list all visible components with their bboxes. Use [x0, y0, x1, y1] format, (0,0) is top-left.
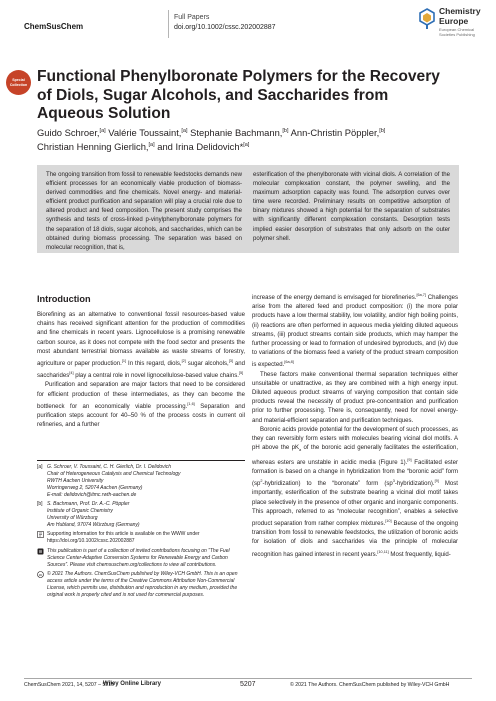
text-run: -hybridization).	[394, 481, 435, 488]
abstract-column-2: esterification of the phenylboronate with vicinal diols. A correlation of the molecular complexation constant, the polymer swelling, and the maximum adsorption capacity was found. The adsorption curves over time were recorded. Preliminary results on competitive adsorption of binary mixtures showed a high potential for the separation of substrates with significantly different complexation constants. Desorption tests implied easier desorption of substrates that only adsorb on the outer polymer shell.	[253, 172, 450, 242]
affiliation-a	[37, 464, 245, 500]
special-collection-badge[interactable]	[6, 70, 31, 95]
affiliation-tag: [b]	[37, 501, 43, 507]
citation-ref[interactable]: [9]	[434, 479, 439, 484]
logo-line2: Europe	[439, 16, 469, 26]
section-heading-introduction: Introduction	[37, 294, 91, 304]
article-type: Full Papers	[174, 14, 210, 21]
author-name: and Irina Delidovich*	[154, 141, 244, 153]
license-note[interactable]	[37, 571, 245, 607]
footnote-divider	[37, 460, 245, 461]
text-run: of the boronic acid generally facilitates the esterification, whereas esters are unstable in acidic media (Figure 1).	[252, 445, 458, 466]
affiliation-tag: [a]	[37, 464, 43, 470]
citation-ref[interactable]: [2]	[181, 359, 186, 364]
text-run: In this regard, diols,	[126, 361, 182, 368]
citation-ref[interactable]: [9]	[407, 457, 412, 462]
license-text: © 2021 The Authors. ChemSusChem published by Wiley-VCH GmbH. This is an open access article under the terms of the Creative Commons Attribution Non-Commercial License, which permits use, distribution and reproduction in any medium, provided the original work is properly cited and is not used for commercial purposes.	[47, 571, 238, 598]
citation-ref[interactable]: [10,11]	[377, 549, 389, 554]
citation-ref[interactable]: [6a,7]	[416, 293, 426, 297]
text-run: increase of the energy demand is envisaged for biorefineries.	[252, 295, 417, 302]
footer-divider	[24, 678, 472, 679]
publisher-logo[interactable]	[418, 6, 490, 38]
affiliation-marker: [a]	[181, 128, 188, 134]
paragraph: These factors make conventional thermal separation techniques either unsuitable or unattractive, as they are combined with a high energy input. Diluted aqueous product streams of varying composition that contain side products reveal the necessity of product pre-concentration and purification prior to further processing. There is, consequently, need for novel energy- and material-efficient separation and purification techniques.	[252, 371, 458, 424]
affiliation-text: S. Bachmann, Prof. Dr. A.-C. Pöppler Institute of Organic Chemistry University of Würzburg Am Hubland, 97074 Würzburg (Germany)	[47, 501, 140, 528]
affiliation-marker: [b]	[379, 128, 386, 134]
page-number: 5207	[240, 681, 256, 688]
collection-text: This publication is part of a collection of invited contributions focusing on “The Fuel Science Center-Adaptive Conversion Systems for Renewable Energy and Carbon Sources”. Please visit chemsuschem.org/collections to view all contributions.	[47, 548, 230, 568]
wiley-online-library-link[interactable]: Wiley Online Library	[103, 681, 161, 687]
citation-ref[interactable]: [5]	[238, 371, 244, 376]
abstract-column-1: The ongoing transition from fossil to renewable feedstocks demands new efficient processes for an economically viable production of biomass-derived commodities and fine chemicals. Novel energy- and material-efficient product purification and separation will play a crucial role due to altered product and feed composition. The present study comprises the synthesis and tests of cross-linked p-vinylphenylboronate polymers for the separation of 18 diols, sugar alcohols, and saccharides, which can be obtained during biomass processing. The separation was based on molecular recognition, that is,	[46, 172, 242, 251]
text-run: Separation and purification steps account for 40–50 % of the process costs in current oil refineries, and a further	[37, 403, 245, 429]
citation-ref[interactable]: [4]	[69, 371, 74, 376]
text-run: play a central role in novel lignocellulose-based value chains.	[73, 373, 239, 380]
text-run: Most importantly, esterification of the substrate bearing a vicinal diol motif takes place selectively in the presence of other organic and inorganic components. This approach, referred to as “molecular recognition”, enables a selective product separation from rather complex mixtures.	[252, 481, 458, 527]
affiliation-marker: [a]	[99, 128, 106, 134]
footer-citation: ChemSusChem 2021, 14, 5207 – 5215	[24, 682, 114, 688]
text-run: Facilitated ester formation is based on a change in hybridization from the “boronic acid” form (sp	[252, 459, 458, 488]
doi-link[interactable]: doi.org/10.1002/cssc.202002887	[174, 24, 276, 31]
paragraph	[252, 426, 458, 560]
paragraph	[252, 291, 458, 371]
text-run: and saccharides	[37, 361, 245, 380]
citation-ref[interactable]: [6a,8]	[284, 360, 294, 365]
author-name: Stephanie Bachmann,	[187, 127, 283, 139]
journal-name: ChemSusChem	[24, 22, 84, 31]
text-run: Purification and separation are major factors that need to be considered for efficient production of these intermediates, as they can become the bottleneck for an economically viable processing.	[37, 382, 245, 410]
affiliation-text: G. Schroer, V. Toussaint, C. H. Gierlich, Dr. I. Delidovich Chair of Heterogeneous Catalysis and Chemical Technology RWTH Aachen University Worringerweg 2, 52074 Aachen (Germany) E-mail: delidovich@itmc.rwth-aachen.de	[47, 464, 181, 498]
text-run: sugar alcohols,	[185, 361, 229, 368]
body-column-left	[37, 311, 245, 430]
collection-note[interactable]	[37, 548, 245, 569]
supporting-info-icon	[37, 531, 44, 538]
affiliation-marker: [b]	[282, 128, 289, 134]
text-run: Boronic acids provide potential for the development of such processes, as they can reversibly form esters with molecules bearing vicinal diol motifs. A pH above the pK	[252, 426, 458, 452]
citation-ref[interactable]: [3]	[228, 359, 233, 364]
footer-copyright: © 2021 The Authors. ChemSusChem published by Wiley-VCH GmbH	[290, 682, 450, 688]
badge-label: Special Collection	[9, 78, 28, 87]
supporting-info-note[interactable]	[37, 531, 245, 545]
svg-text:cc: cc	[38, 572, 43, 577]
paragraph	[37, 381, 245, 430]
abstract-box	[37, 165, 459, 253]
subscript: a	[299, 448, 302, 453]
author-name: Christian Henning Gierlich,	[37, 141, 149, 153]
collection-icon	[37, 548, 44, 555]
logo-subtitle: European Chemical Societies Publishing	[439, 27, 475, 37]
superscript: 3	[392, 479, 395, 484]
supporting-info-text: Supporting information for this article is available on the WWW under https://doi.org/10.1002/cssc.202002887	[47, 531, 200, 544]
chemistry-europe-logo-icon	[418, 8, 436, 30]
superscript: 2	[260, 479, 263, 484]
article-title: Functional Phenylboronate Polymers for the Recovery of Diols, Sugar Alcohols, and Saccharides from Aqueous Solution	[37, 68, 440, 122]
text-run: Most frequently, liquid-	[388, 551, 451, 558]
header-divider	[168, 10, 169, 38]
citation-ref[interactable]: [10]	[385, 518, 392, 523]
author-list	[37, 125, 457, 153]
text-run: -hybridization) to the “boronate” form (sp	[262, 481, 393, 488]
body-column-right	[252, 291, 458, 560]
affiliation-marker: [a]	[148, 142, 155, 149]
creative-commons-icon	[37, 571, 44, 578]
text-run: Challenges arise from the altered feed and product composition: (i) the more polar products have a low thermal stability, low volatility, and/or high boiling points, (ii) reactions are often performed in aqueous media yielding diluted aqueous streams, (iii) product streams contain side products, which may hamper the further processing or lead to formation of undesired byproducts, and (iv) due to variations of the biomass feed a variety of the product stream composition is expected.	[252, 295, 458, 369]
text-run: Biorefining as an alternative to conventional fossil resources-based value chains has received significant attention for the production of commodities and fine chemicals in recent years. Lignocellulose is a promising renewable carbon source, as it does not compete with the food sector and presents the most abundant terrestrial biomass available as waste streams of forestry, agriculture or paper production.	[37, 312, 245, 368]
paragraph	[37, 311, 245, 381]
author-name: Valérie Toussaint,	[105, 127, 182, 139]
citation-ref[interactable]: [1]	[121, 359, 127, 364]
affiliation-b	[37, 501, 245, 530]
author-name: Guido Schroer,	[37, 127, 100, 139]
author-name: Ann-Christin Pöppler,	[288, 127, 380, 139]
text-run: Because of the ongoing transition from fossil to renewable feedstocks, the utilization of boronic acids for isolation of diols and saccharides via the principle of molecular recognition has gained interest in recent years.	[252, 520, 458, 558]
logo-line1: Chemistry	[439, 6, 481, 16]
citation-ref[interactable]: [1,6]	[187, 401, 195, 406]
affiliation-marker: [a]	[243, 142, 250, 149]
